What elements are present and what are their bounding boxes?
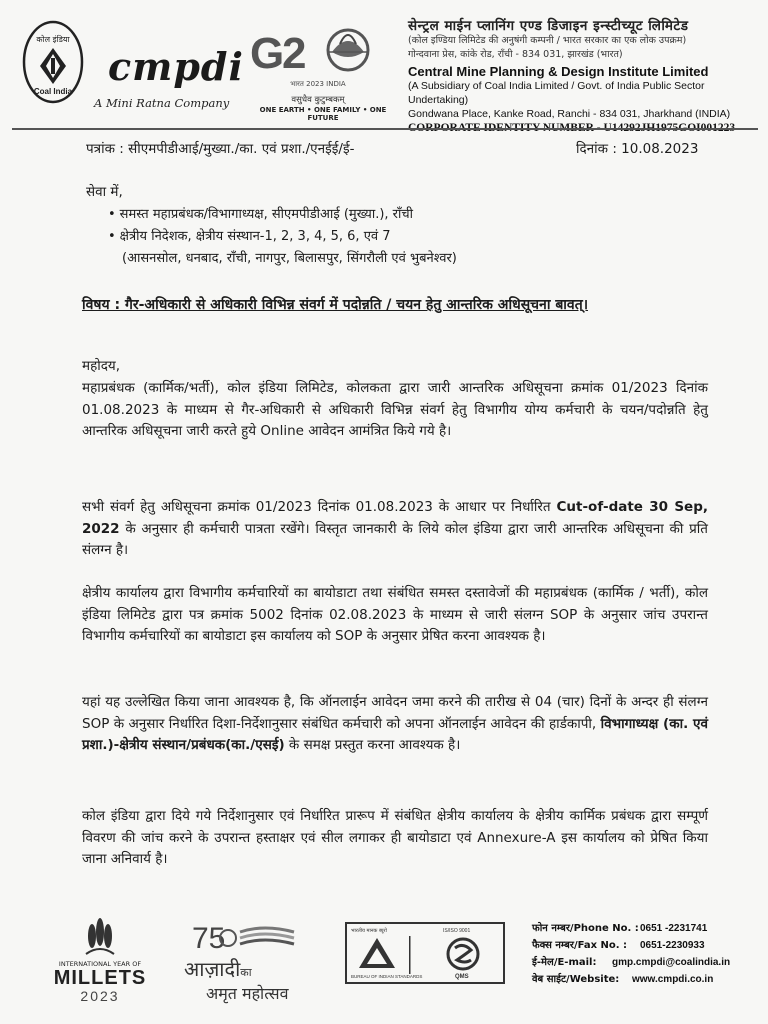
contact-details: [532, 920, 730, 988]
org-address-hi: गोन्दवाना प्रेस, कांके रोड, राँची - 834 031, झारखंड (भारत): [408, 49, 623, 60]
salutation: सेवा में,: [86, 184, 123, 200]
millets-2023-logo: [50, 914, 150, 1004]
cmpdi-brand: cmpdi: [108, 44, 244, 89]
paragraph-4-text: के समक्ष प्रस्तुत करना आवश्यक है।: [284, 737, 461, 753]
azadi-ka-text: का: [240, 966, 252, 979]
fax-number: 0651-2230933: [640, 940, 705, 951]
coal-india-logo: [22, 20, 84, 104]
millet-grain-icon: [80, 914, 120, 956]
header-divider: [12, 128, 758, 130]
greeting: महोदय,: [82, 358, 121, 374]
paragraph-4-text: यहां यह उल्लेखित किया जाना आवश्यक है, कि ऑनलाईन आवेदन जमा करने की तारीख से 04 (चार) दिनों के अन्दर ही संलग्न SOP के अनुसार निर्धारित दिशा-निर्देशानुसार संबंधित कर्मचारी को अपना ऑनलाईन आवेदन की हार्डकापी,: [82, 694, 708, 732]
bis-qms-caption: QMS: [455, 974, 469, 980]
g20-logo: [248, 22, 388, 122]
bis-en-caption: BUREAU OF INDIAN STANDARDS: [351, 974, 423, 979]
bis-hi-caption: भारतीय मानक ब्यूरो: [351, 928, 387, 934]
org-sub-hi: (कोल इण्डिया लिमिटेड की अनुषंगी कम्पनी / भारत सरकार का एक लोक उपक्रम): [408, 35, 687, 46]
phone-number: 0651 -2231741: [640, 923, 708, 934]
paragraph-2-text: सभी संवर्ग हेतु अधिसूचना क्रमांक 01/2023 दिनांक 01.08.2023 के आधार पर निर्धारित: [82, 499, 557, 515]
coal-india-logo-hi-text: कोल इंडिया: [36, 35, 70, 44]
letter-subject: विषय : गैर-अधिकारी से अधिकारी विभिन्न संवर्ग में पदोन्नति / चयन हेतु आन्तरिक अधिसूचना बावत्।: [82, 297, 589, 313]
cut-off-date: Cut-of-date 30 Sep, 2022: [82, 499, 708, 537]
recipient-item-continued: (आसनसोल, धनबाद, राँची, नागपुर, बिलासपुर, सिंगरौली एवं भुबनेश्वर): [122, 251, 457, 266]
bis-certification-mark: [345, 922, 505, 984]
azadi-ka-amrit-mahotsav-logo: [184, 920, 324, 1004]
organisation-details: [408, 16, 764, 134]
svg-text:2: 2: [282, 29, 307, 78]
reference-number: पत्रांक : सीएमपीडीआई/मुख्या./का. एवं प्रशा./एनईई/ई-: [86, 141, 355, 157]
recipient-item: • क्षेत्रीय निदेशक, क्षेत्रीय संस्थान-1, 2, 3, 4, 5, 6, एवं 7: [108, 226, 457, 248]
azadi-75-text: 75: [192, 922, 226, 954]
paragraph-4: [82, 692, 708, 757]
website-link[interactable]: www.cmpdi.co.in: [632, 974, 714, 985]
millets-year: 2023: [80, 988, 120, 1004]
azadi-text: आज़ादी: [184, 957, 241, 981]
email-link[interactable]: gmp.cmpdi@coalindia.in: [612, 957, 731, 968]
org-name-en: Central Mine Planning & Design Institute Limited: [408, 64, 709, 79]
paragraph-2-text: के अनुसार ही कर्मचारी पात्रता रखेंगे। विस्तृत जानकारी के लिये कोल इंडिया द्वारा जारी आन्तरिक अधिसूचना की प्रति संलग्न है।: [82, 520, 708, 558]
email-label: ई-मेल/E-mail:: [532, 957, 597, 968]
website-label: वेब साईट/Website:: [532, 974, 620, 985]
phone-label: फोन नम्बर/Phone No. :: [532, 923, 639, 934]
org-address-en: Gondwana Place, Kanke Road, Ranchi - 834 031, Jharkhand (INDIA): [408, 108, 731, 120]
letterhead-footer: [0, 900, 768, 1024]
recipient-list: [108, 204, 457, 270]
letterhead: [0, 0, 768, 130]
amrit-mahotsav-text: अमृत महोत्सव: [206, 984, 289, 1003]
g20-motto: ONE EARTH • ONE FAMILY • ONE FUTURE: [259, 106, 387, 122]
coal-india-logo-en-text: Coal India: [33, 87, 73, 96]
paragraph-3: क्षेत्रीय कार्यालय द्वारा विभागीय कर्मचारियों का बायोडाटा तथा संबंधित समस्त दस्तावेजों की महाप्रबंधक (कार्मिक / भर्ती), कोल इंडिया लिमिटेड द्वारा पत्र क्रमांक 5002 दिनांक 02.08.2023 के माध्यम से जारी संलग्न SOP के अनुसार जांच उपरान्त विभागीय कर्मचारियों का बायोडाटा इस कार्यालय को SOP के अनुसार प्रेषित करना आवश्यक है।: [82, 585, 708, 644]
website-row: [532, 971, 730, 988]
paragraph-2: [82, 497, 708, 562]
mini-ratna-tagline: A Mini Ratna Company: [94, 96, 230, 110]
email-row: [532, 954, 730, 971]
recipient-item: • समस्त महाप्रबंधक/विभागाध्यक्ष, सीएमपीडीआई (मुख्या.), राँची: [108, 204, 457, 226]
fax-label: फैक्स नम्बर/Fax No. :: [532, 940, 628, 951]
letter-date: दिनांक : 10.08.2023: [576, 141, 699, 157]
phone-row: [532, 920, 730, 937]
g20-year: भारत 2023 INDIA: [290, 80, 346, 88]
fax-row: [532, 937, 730, 954]
org-name-hi: सेन्ट्रल माईन प्लानिंग एण्ड डिजाइन इन्स्टीच्यूट लिमिटेड: [408, 18, 689, 34]
submission-authority: विभागाध्यक्ष (का. एवं प्रशा.)-क्षेत्रीय संस्थान/प्रबंधक(का./एसई): [82, 715, 708, 753]
bis-iso-caption: IS/ISO 9001: [443, 928, 471, 934]
g20-sanskrit-motto: वसुधैव कुटुम्बकम्: [291, 95, 345, 105]
svg-text:G: G: [250, 29, 285, 78]
paragraph-5: कोल इंडिया द्वारा दिये गये निर्देशानुसार एवं निर्धारित प्रारूप में संबंधित क्षेत्रीय कार्यालय के क्षेत्रीय कार्मिक प्रबंधक द्वारा सम्पूर्ण विवरण की जांच करने के उपरान्त हस्ताक्षर एवं सील लगाकर ही बायोडाटा एवं Annexure-A इस कार्यालय को प्रेषित किया जाना अनिवार्य है।: [82, 808, 708, 867]
millets-caption: INTERNATIONAL YEAR OF: [58, 960, 142, 968]
millets-word: MILLETS: [53, 967, 147, 989]
org-sub-en: (A Subsidiary of Coal India Limited / Govt. of India Public Sector Undertaking): [408, 80, 705, 106]
paragraph-1: महाप्रबंधक (कार्मिक/भर्ती), कोल इंडिया लिमिटेड, कोलकता द्वारा जारी आन्तरिक अधिसूचना क्रमांक 01/2023 दिनांक 01.08.2023 के माध्यम से गैर-अधिकारी से अधिकारी विभिन्न संवर्ग हेतु विभागीय योग्य कर्मचारी के चयन/पदोन्नति हेतु आन्तरिक अधिसूचना जारी करते हुये Online आवेदन आमंत्रित किये गये है।: [82, 380, 708, 439]
